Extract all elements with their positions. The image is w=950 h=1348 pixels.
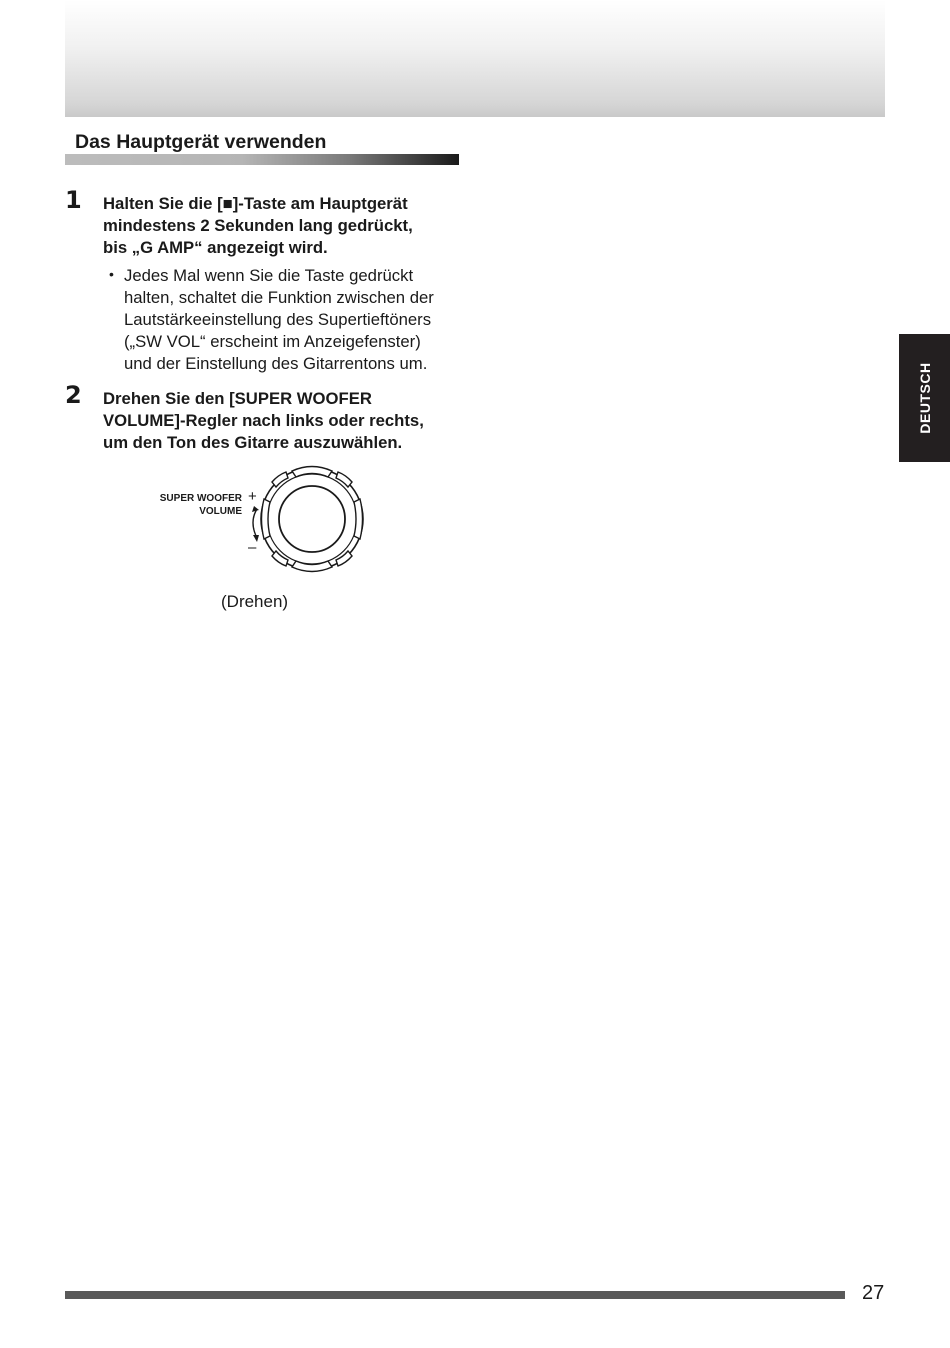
step-2-line: um den Ton des Gitarre auszuwählen. [103, 433, 403, 452]
section-title: Das Hauptgerät verwenden [75, 131, 327, 153]
minus-sign: – [248, 539, 257, 556]
figure-caption: (Drehen) [221, 592, 289, 611]
step-2-line: VOLUME]-Regler nach links oder rechts, [103, 411, 424, 430]
page-number: 27 [862, 1282, 885, 1304]
knob-label-volume: VOLUME [199, 506, 242, 517]
plus-sign: + [248, 488, 257, 505]
language-tab [899, 334, 950, 462]
volume-knob-illustration [248, 462, 368, 577]
step-1-instruction [103, 193, 463, 259]
step-1-line: mindestens 2 Sekunden lang gedrückt, [103, 216, 413, 235]
step-2-number: 2 [65, 381, 82, 409]
footer-bar [65, 1291, 845, 1299]
step-1-line: bis „G AMP“ angezeigt wird. [103, 238, 328, 257]
language-tab-label: DEUTSCH [916, 362, 933, 434]
note-line: Lautstärkeeinstellung des Supertieftöners [124, 310, 432, 329]
section-title-underline [65, 154, 459, 165]
knob-label-super-woofer: SUPER WOOFER [159, 493, 242, 504]
rotation-arrow-icon [253, 509, 257, 538]
note-line: Jedes Mal wenn Sie die Taste gedrückt [124, 266, 414, 285]
bullet-point: • [109, 266, 114, 282]
step-2-instruction [103, 388, 463, 454]
header-band [65, 0, 885, 117]
note-line: („SW VOL“ erscheint im Anzeigefenster) [124, 332, 421, 351]
step-1-number: 1 [65, 186, 82, 214]
note-line: halten, schaltet die Funktion zwischen der [124, 288, 434, 307]
note-line: und der Einstellung des Gitarrentons um. [124, 354, 428, 373]
step-1-note [124, 265, 469, 375]
step-1-line: Halten Sie die [■]-Taste am Hauptgerät [103, 194, 408, 213]
knob-center-cap [279, 486, 345, 552]
step-2-line: Drehen Sie den [SUPER WOOFER [103, 389, 372, 408]
